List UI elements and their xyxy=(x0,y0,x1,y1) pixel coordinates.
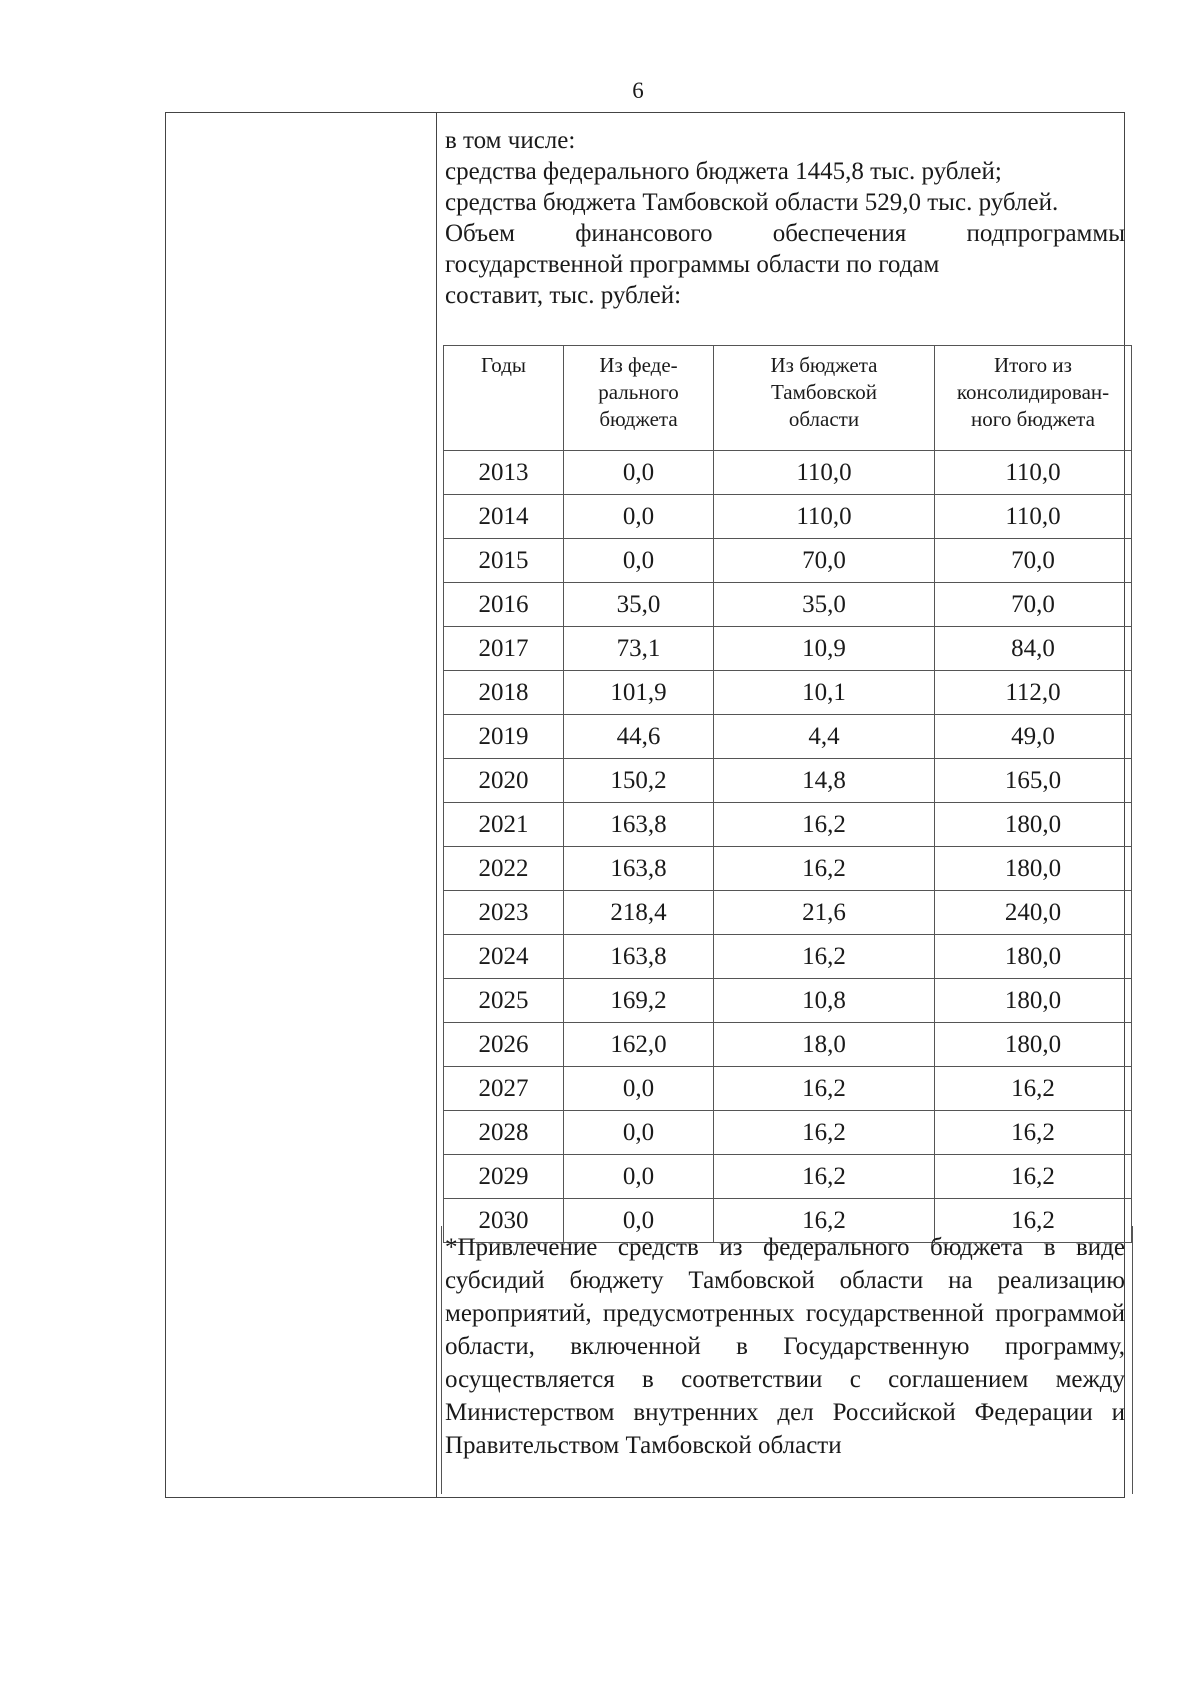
year-cell: 2019 xyxy=(444,715,564,759)
passport-table xyxy=(165,112,1125,1498)
total-cell: 110,0 xyxy=(935,495,1132,539)
regional-cell: 35,0 xyxy=(714,583,935,627)
table-row xyxy=(444,495,1132,539)
year-cell: 2030 xyxy=(444,1199,564,1243)
table-row xyxy=(444,1023,1132,1067)
federal-cell: 0,0 xyxy=(564,1067,714,1111)
regional-cell: 110,0 xyxy=(714,451,935,495)
federal-cell: 0,0 xyxy=(564,1199,714,1243)
year-cell: 2027 xyxy=(444,1067,564,1111)
funding-by-year-table xyxy=(443,345,1132,1243)
total-cell: 110,0 xyxy=(935,451,1132,495)
header-total: Итого из консолидирован- ного бюджета xyxy=(935,346,1132,451)
regional-cell: 21,6 xyxy=(714,891,935,935)
federal-cell: 169,2 xyxy=(564,979,714,1023)
total-cell: 180,0 xyxy=(935,979,1132,1023)
content-cell xyxy=(437,113,1124,1497)
intro-paragraph-line: государственной программы области по годам xyxy=(445,251,940,278)
year-cell: 2017 xyxy=(444,627,564,671)
federal-cell: 150,2 xyxy=(564,759,714,803)
total-cell: 180,0 xyxy=(935,847,1132,891)
table-row xyxy=(444,935,1132,979)
regional-cell: 110,0 xyxy=(714,495,935,539)
header-federal: Из феде- рального бюджета xyxy=(564,346,714,451)
year-cell: 2014 xyxy=(444,495,564,539)
year-cell: 2028 xyxy=(444,1111,564,1155)
total-cell: 16,2 xyxy=(935,1067,1132,1111)
table-row xyxy=(444,1111,1132,1155)
total-cell: 16,2 xyxy=(935,1199,1132,1243)
regional-cell: 10,1 xyxy=(714,671,935,715)
intro-line: в том числе: xyxy=(445,127,576,154)
year-cell: 2015 xyxy=(444,539,564,583)
table-row xyxy=(444,759,1132,803)
regional-cell: 16,2 xyxy=(714,803,935,847)
federal-cell: 44,6 xyxy=(564,715,714,759)
label-cell xyxy=(166,113,437,1497)
year-cell: 2020 xyxy=(444,759,564,803)
total-cell: 16,2 xyxy=(935,1155,1132,1199)
federal-cell: 0,0 xyxy=(564,1155,714,1199)
year-cell: 2024 xyxy=(444,935,564,979)
table-row xyxy=(444,979,1132,1023)
regional-cell: 10,8 xyxy=(714,979,935,1023)
year-cell: 2013 xyxy=(444,451,564,495)
year-cell: 2026 xyxy=(444,1023,564,1067)
regional-cell: 16,2 xyxy=(714,935,935,979)
header-regional: Из бюджета Тамбовской области xyxy=(714,346,935,451)
table-row xyxy=(444,715,1132,759)
total-cell: 240,0 xyxy=(935,891,1132,935)
regional-cell: 16,2 xyxy=(714,847,935,891)
federal-cell: 218,4 xyxy=(564,891,714,935)
table-row xyxy=(444,627,1132,671)
table-row xyxy=(444,847,1132,891)
total-cell: 180,0 xyxy=(935,803,1132,847)
federal-cell: 0,0 xyxy=(564,451,714,495)
total-cell: 112,0 xyxy=(935,671,1132,715)
total-cell: 70,0 xyxy=(935,539,1132,583)
total-cell: 180,0 xyxy=(935,1023,1132,1067)
total-cell: 180,0 xyxy=(935,935,1132,979)
year-cell: 2018 xyxy=(444,671,564,715)
table-row xyxy=(444,583,1132,627)
table-row xyxy=(444,1155,1132,1199)
regional-cell: 14,8 xyxy=(714,759,935,803)
federal-cell: 0,0 xyxy=(564,1111,714,1155)
year-cell: 2021 xyxy=(444,803,564,847)
table-row xyxy=(444,539,1132,583)
year-cell: 2016 xyxy=(444,583,564,627)
regional-cell: 70,0 xyxy=(714,539,935,583)
total-cell: 16,2 xyxy=(935,1111,1132,1155)
federal-cell: 0,0 xyxy=(564,495,714,539)
regional-cell: 16,2 xyxy=(714,1111,935,1155)
federal-cell: 163,8 xyxy=(564,803,714,847)
regional-cell: 10,9 xyxy=(714,627,935,671)
federal-cell: 163,8 xyxy=(564,847,714,891)
header-year: Годы xyxy=(444,346,564,451)
intro-paragraph-line: составит, тыс. рублей: xyxy=(445,282,682,309)
federal-cell: 73,1 xyxy=(564,627,714,671)
funding-intro xyxy=(445,125,1125,311)
footnote xyxy=(445,1231,1125,1462)
table-row xyxy=(444,671,1132,715)
federal-cell: 35,0 xyxy=(564,583,714,627)
federal-cell: 162,0 xyxy=(564,1023,714,1067)
year-cell: 2022 xyxy=(444,847,564,891)
total-cell: 70,0 xyxy=(935,583,1132,627)
federal-cell: 163,8 xyxy=(564,935,714,979)
year-cell: 2023 xyxy=(444,891,564,935)
table-header-row xyxy=(444,346,1132,451)
year-cell: 2025 xyxy=(444,979,564,1023)
federal-cell: 101,9 xyxy=(564,671,714,715)
table-row xyxy=(444,891,1132,935)
intro-line: средства федерального бюджета 1445,8 тыс. рублей; xyxy=(445,158,1002,185)
year-cell: 2029 xyxy=(444,1155,564,1199)
regional-cell: 16,2 xyxy=(714,1067,935,1111)
regional-cell: 4,4 xyxy=(714,715,935,759)
total-cell: 49,0 xyxy=(935,715,1132,759)
regional-cell: 16,2 xyxy=(714,1199,935,1243)
table-row xyxy=(444,803,1132,847)
federal-cell: 0,0 xyxy=(564,539,714,583)
table-row xyxy=(444,451,1132,495)
footnote-text: *Привлечение средств из федерального бюджета в виде субсидий бюджету Тамбовской области на реализацию мероприятий, предусмотренных государственной программой области, включенной в Государственную программу, осуществляется в соответствии с соглашением между Министерством внутренних дел Российской Федерации и Правительством Тамбовской области xyxy=(445,1234,1125,1459)
intro-paragraph-first-line: Объем финансового обеспечения подпрограммы xyxy=(445,220,1125,247)
regional-cell: 16,2 xyxy=(714,1155,935,1199)
intro-line: средства бюджета Тамбовской области 529,0 тыс. рублей. xyxy=(445,189,1059,216)
regional-cell: 18,0 xyxy=(714,1023,935,1067)
total-cell: 84,0 xyxy=(935,627,1132,671)
total-cell: 165,0 xyxy=(935,759,1132,803)
table-row xyxy=(444,1067,1132,1111)
page-number: 6 xyxy=(632,78,644,103)
